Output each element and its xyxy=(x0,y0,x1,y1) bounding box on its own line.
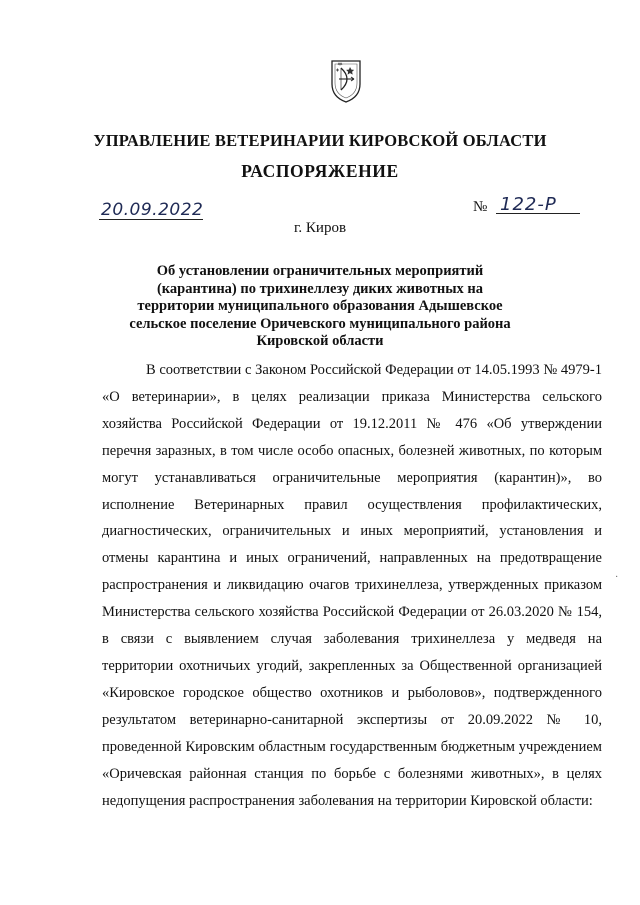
document-subject: Об установлении ограничительных мероприятий (карантина) по трихинеллезу диких животных на территории муниципального образования Адышевское сельское поселение Оричевского муниципального района Кировской области xyxy=(129,263,511,349)
handwritten-document-number: 122-Р xyxy=(500,194,557,215)
document-type-title: РАСПОРЯЖЕНИЕ xyxy=(241,161,399,181)
city-label: г. Киров xyxy=(293,220,347,236)
number-underline xyxy=(496,213,580,214)
handwritten-date: 20.09.2022 xyxy=(101,200,204,220)
body-paragraph: В соответствии с Законом Российской Федерации от 14.05.1993 № 4979-1 «О ветеринарии», в целях реализации приказа Министерства сельского хозяйства Российской Федерации от 19.12.2011 № 476 «Об утверждении перечня заразных, в том числе особо опасных, болезней животных, по которым могут устанавливаться ограничительные мероприятия (карантин)», во исполнение Ветеринарных правил осуществления профилактических, диагностических, ограничительных и иных мероприятий, установления и отмены карантина и иных ограничений, направленных на предотвращение распространения и ликвидацию очагов трихинеллеза, утвержденных приказом Министерства сельского хозяйства Российской Федерации от 26.03.2020 № 154, в связи с выявлением случая заболевания трихинеллеза у медведя на территории охотничьих угодий, закрепленных за Общественной организацией «Кировское городское общество охотников и рыболовов», подтвержденного результатом ветеринарно-санитарной экспертизы от 20.09.2022 № 10, проведенной Кировским областным государственным бюджетным учреждением «Оричевская районная станция по борьбе с болезнями животных», в целях недопущения распространения заболевания на территории Кировской области: xyxy=(102,362,602,809)
organization-title: УПРАВЛЕНИЕ ВЕТЕРИНАРИИ КИРОВСКОЙ ОБЛАСТИ xyxy=(93,131,547,150)
document-body xyxy=(102,357,602,814)
scan-mark: · xyxy=(615,572,619,583)
number-sign: № xyxy=(473,199,488,215)
coat-of-arms-icon xyxy=(329,58,363,104)
